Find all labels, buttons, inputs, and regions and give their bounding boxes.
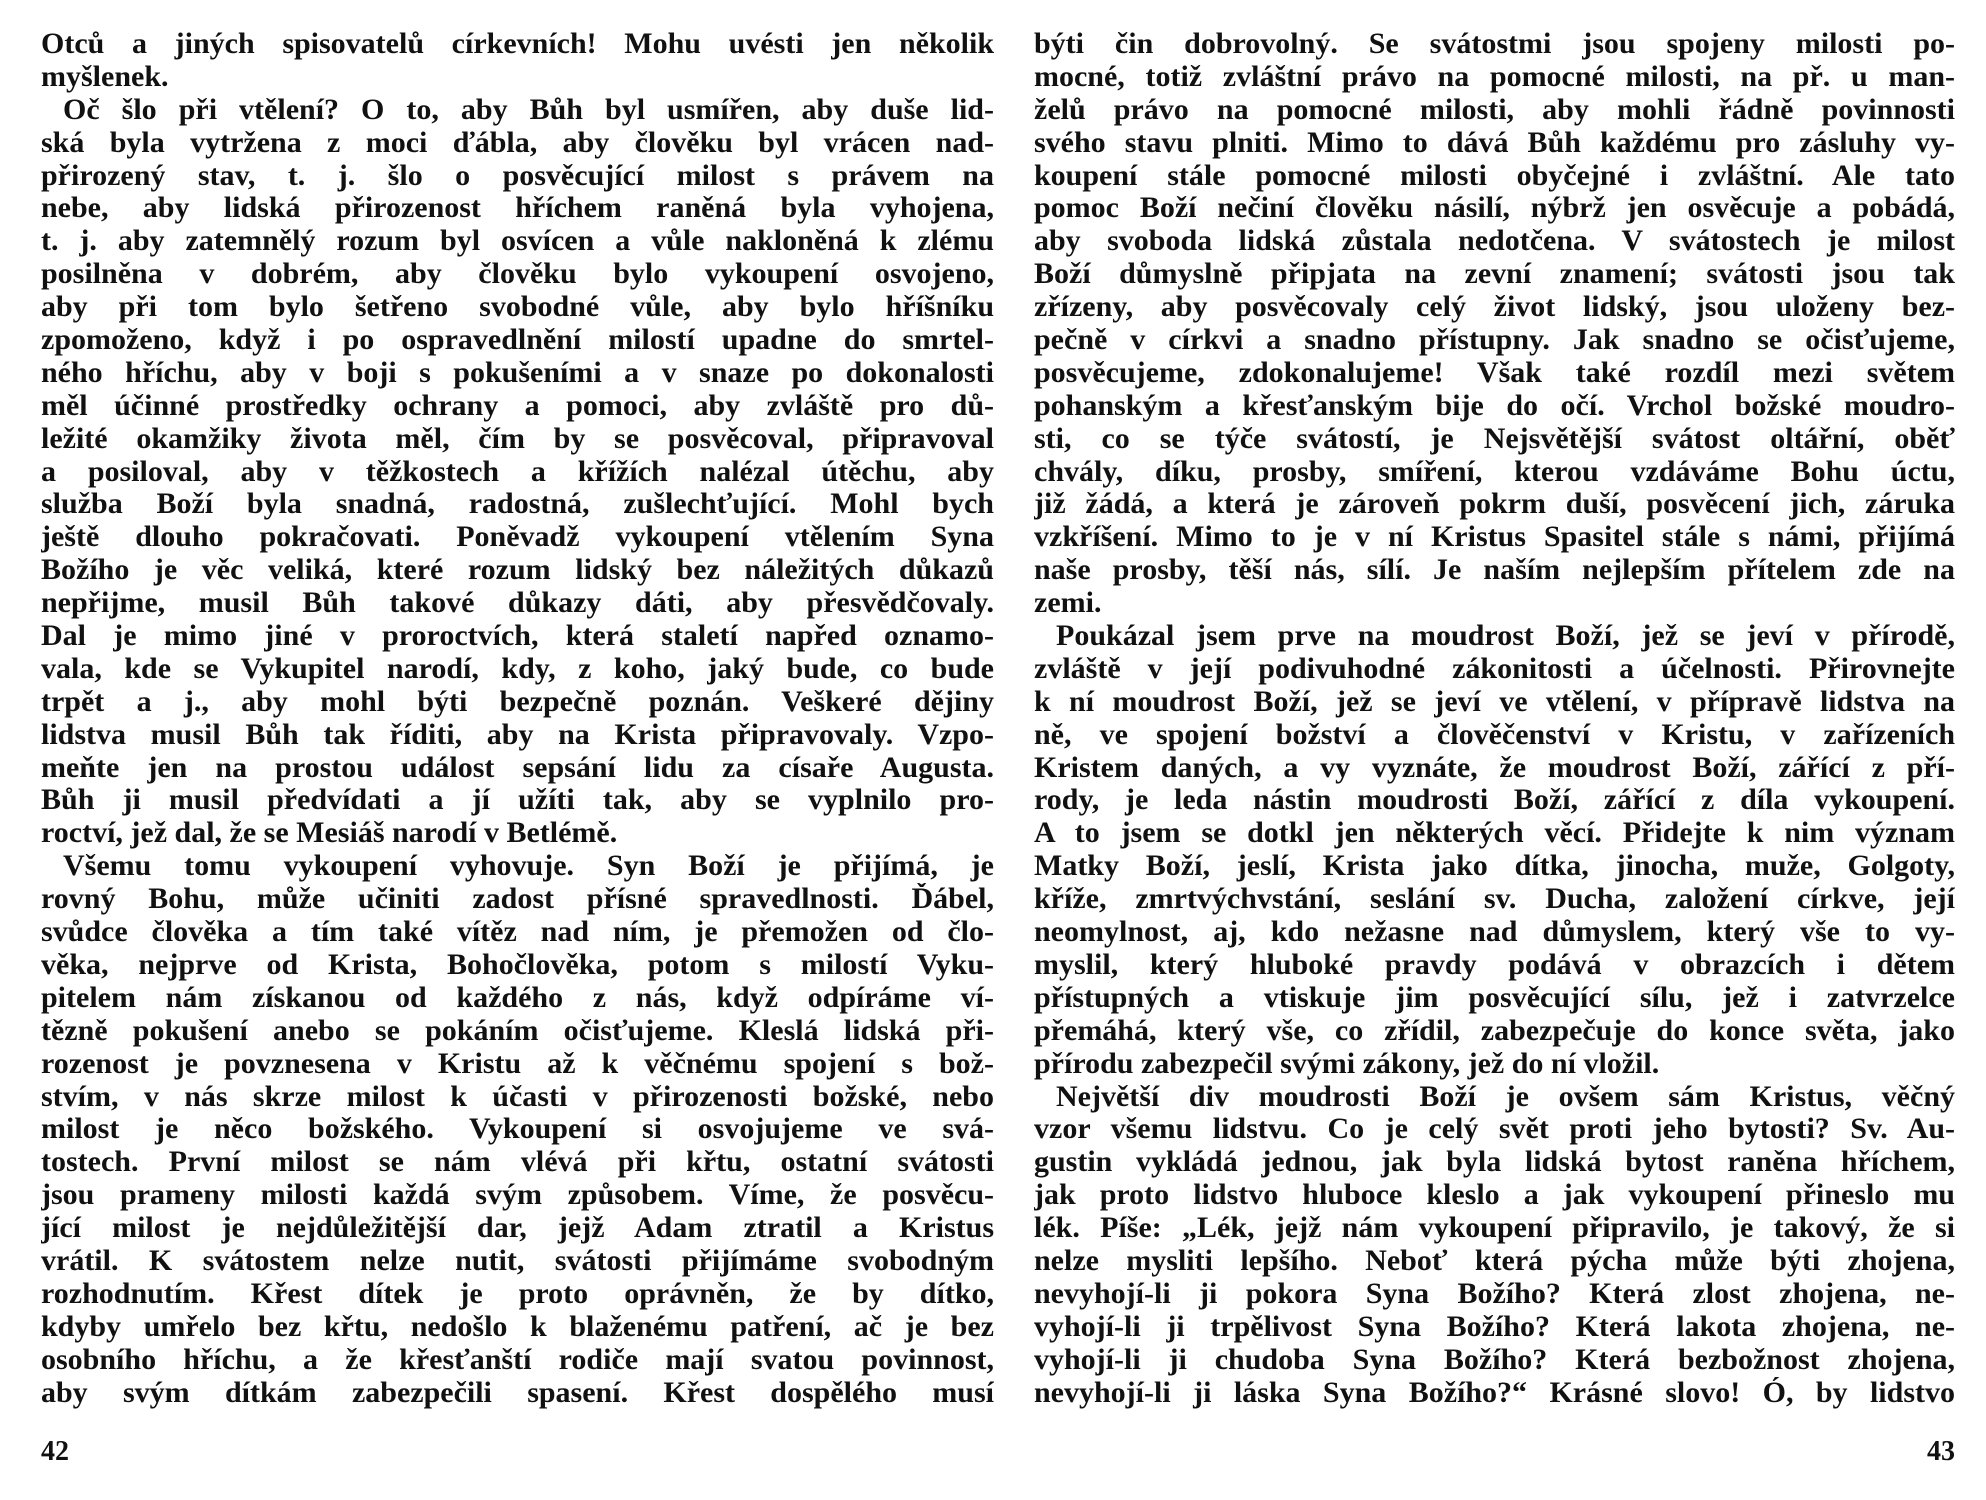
text-line: aby při tom bylo šetřeno svobodné vůle, aby bylo hříšníku xyxy=(41,291,994,324)
text-line: Poukázal jsem prve na moudrost Boží, jež se jeví v přírodě, xyxy=(1056,620,1955,653)
text-line: jsou prameny milosti každá svým způsobem. Víme, že posvěcu- xyxy=(41,1179,994,1212)
text-line: vyhojí-li ji trpělivost Syna Božího? Která lakota zhojena, ne- xyxy=(1034,1310,1955,1343)
text-line: nelze mysliti lepšího. Neboť která pýcha může býti zhojena, xyxy=(1034,1244,1955,1277)
right-page-text xyxy=(1034,28,1955,1409)
text-line: A to jsem se dotkl jen některých věcí. Přidejte k nim význam xyxy=(1034,817,1955,850)
text-line: Božího je věc veliká, které rozum lidský bez náležitých důkazů xyxy=(41,554,994,587)
text-line: svého stavu plniti. Mimo to dává Bůh každému pro zásluhy vy- xyxy=(1034,126,1955,159)
text-line: zvláště v její podivuhodné zákonitosti a účelnosti. Přirovnejte xyxy=(1034,652,1955,685)
text-line: ská byla vytržena z moci ďábla, aby člověku byl vrácen nad- xyxy=(41,126,994,159)
text-line: želů právo na pomocné milosti, aby mohli řádně povinnosti xyxy=(1034,93,1955,126)
text-line: vrátil. K svátostem nelze nutit, svátosti přijímáme svobodným xyxy=(41,1244,994,1277)
text-line: již žádá, a která je zároveň pokrm duší, posvěcení jich, záruka xyxy=(1034,488,1955,521)
text-line: vala, kde se Vykupitel narodí, kdy, z koho, jaký bude, co bude xyxy=(41,652,994,685)
text-line: pečně v církvi a snadno přístupny. Jak snadno se očisťujeme, xyxy=(1034,324,1955,357)
text-line: Bůh ji musil předvídati a jí užíti tak, aby se vyplnilo pro- xyxy=(41,784,994,817)
text-line: aby svoboda lidská zůstala nedotčena. V svátostech je milost xyxy=(1034,225,1955,258)
text-line: svůdce člověka a tím také vítěz nad ním, je přemožen od člo- xyxy=(41,916,994,949)
text-line: t. j. aby zatemnělý rozum byl osvícen a vůle nakloněná k zlému xyxy=(41,225,994,258)
text-line: jak proto lidstvo hluboce kleslo a jak vykoupení přineslo mu xyxy=(1034,1179,1955,1212)
text-line: posilněna v dobrém, aby člověku bylo vykoupení osvojeno, xyxy=(41,258,994,291)
text-line: Oč šlo při vtělení? O to, aby Bůh byl usmířen, aby duše lid- xyxy=(63,93,994,126)
text-line: rozhodnutím. Křest dítek je proto oprávněn, že by dítko, xyxy=(41,1277,994,1310)
text-line: koupení stále pomocné milosti obyčejné i zvláštní. Ale tato xyxy=(1034,159,1955,192)
text-line: přístupných a vtiskuje jim posvěcující sílu, jež i zatvrzelce xyxy=(1034,981,1955,1014)
text-line: kdyby umřelo bez křtu, nedošlo k blaženému patření, ač je bez xyxy=(41,1310,994,1343)
text-line: Kristem daných, a vy vyznáte, že moudrost Boží, zářící z pří- xyxy=(1034,751,1955,784)
text-line: mocné, totiž zvláštní právo na pomocné milosti, na př. u man- xyxy=(1034,60,1955,93)
text-line: Boží důmyslně připjata na zevní znamení; svátosti jsou tak xyxy=(1034,258,1955,291)
text-line: vyhojí-li ji chudoba Syna Božího? Která bezbožnost zhojena, xyxy=(1034,1343,1955,1376)
text-line: Všemu tomu vykoupení vyhovuje. Syn Boží je přijímá, je xyxy=(63,850,994,883)
text-line: ně, ve spojení božství a člověčenství v Kristu, v zařízeních xyxy=(1034,718,1955,751)
text-line: kříže, zmrtvýchvstání, seslání sv. Ducha, založení církve, její xyxy=(1034,883,1955,916)
text-line: myslil, který hluboké pravdy podává v obrazcích i dětem xyxy=(1034,948,1955,981)
text-line: k ní moudrost Boží, jež se jeví ve vtělení, v přípravě lidstva na xyxy=(1034,685,1955,718)
text-line: pohanským a křesťanským bije do očí. Vrchol božské moudro- xyxy=(1034,389,1955,422)
text-line: zpomoženo, když i po ospravedlnění milostí upadne do smrtel- xyxy=(41,324,994,357)
text-line: Největší div moudrosti Boží je ovšem sám Kristus, věčný xyxy=(1056,1080,1955,1113)
text-line: posvěcujeme, zdokonalujeme! Však také rozdíl mezi světem xyxy=(1034,356,1955,389)
text-line: myšlenek. xyxy=(41,60,169,93)
text-line: nebe, aby lidská přirozenost hříchem raněná byla vyhojena, xyxy=(41,192,994,225)
text-line: vzkříšení. Mimo to je v ní Kristus Spasitel stále s námi, přijímá xyxy=(1034,521,1955,554)
text-line: milost je něco božského. Vykoupení si osvojujeme ve svá- xyxy=(41,1113,994,1146)
text-line: přirozený stav, t. j. šlo o posvěcující milost s právem na xyxy=(41,159,994,192)
text-line: věka, nejprve od Krista, Bohočlověka, potom s milostí Vyku- xyxy=(41,948,994,981)
text-line: nepřijme, musil Bůh takové důkazy dáti, aby přesvědčovaly. xyxy=(41,587,994,620)
text-line: sti, co se týče svátostí, je Nejsvětější svátost oltářní, oběť xyxy=(1034,422,1955,455)
text-line: Matky Boží, jeslí, Krista jako dítka, jinocha, muže, Golgoty, xyxy=(1034,850,1955,883)
text-line: nevyhojí-li ji láska Syna Božího?“ Krásné slovo! Ó, by lidstvo xyxy=(1034,1376,1955,1409)
text-line: služba Boží byla snadná, radostná, zušlechťující. Mohl bych xyxy=(41,488,994,521)
text-line: tostech. První milost se nám vlévá při křtu, ostatní svátosti xyxy=(41,1146,994,1179)
text-line: rovný Bohu, může učiniti zadost přísné spravedlnosti. Ďábel, xyxy=(41,883,994,916)
text-line: ného hříchu, aby v boji s pokušeními a v snaze po dokonalosti xyxy=(41,356,994,389)
page-number-left: 42 xyxy=(41,1436,69,1467)
text-line: vzor všemu lidstvu. Co je celý svět proti jeho bytosti? Sv. Au- xyxy=(1034,1113,1955,1146)
text-line: Otců a jiných spisovatelů církevních! Mohu uvésti jen několik xyxy=(41,28,994,60)
text-line: tězně pokušení anebo se pokáním očisťujeme. Kleslá lidská při- xyxy=(41,1014,994,1047)
text-line: naše prosby, těší nás, sílí. Je naším nejlepším přítelem zde na xyxy=(1034,554,1955,587)
page-number-right: 43 xyxy=(1927,1436,1955,1467)
text-line: rody, je leda nástin moudrosti Boží, zářící z díla vykoupení. xyxy=(1034,784,1955,817)
text-line: zřízeny, aby posvěcovaly celý život lidský, jsou uloženy bez- xyxy=(1034,291,1955,324)
text-line: aby svým dítkám zabezpečili spasení. Křest dospělého musí xyxy=(41,1376,994,1409)
text-line: lék. Píše: „Lék, jejž nám vykoupení připravilo, je takový, že si xyxy=(1034,1212,1955,1245)
text-line: přemáhá, který vše, co zřídil, zabezpečuje do konce světa, jako xyxy=(1034,1014,1955,1047)
text-line: lidstva musil Bůh tak říditi, aby na Krista připravovaly. Vzpo- xyxy=(41,718,994,751)
text-line: ležité okamžiky života měl, čím by se posvěcoval, připravoval xyxy=(41,422,994,455)
text-line: přírodu zabezpečil svými zákony, jež do ní vložil. xyxy=(1034,1047,1660,1080)
text-line: neomylnost, aj, kdo nežasne nad důmyslem, který vše to vy- xyxy=(1034,916,1955,949)
text-line: meňte jen na prostou událost sepsání lidu za císaře Augusta. xyxy=(41,751,994,784)
text-line: a posiloval, aby v těžkostech a křížích nalézal útěchu, aby xyxy=(41,455,994,488)
text-line: měl účinné prostředky ochrany a pomoci, aby zvláště pro dů- xyxy=(41,389,994,422)
text-line: býti čin dobrovolný. Se svátostmi jsou spojeny milosti po- xyxy=(1034,28,1955,60)
text-line: pomoc Boží nečiní člověku násilí, nýbrž jen osvěcuje a pobádá, xyxy=(1034,192,1955,225)
text-line: chvály, díku, prosby, smíření, kterou vzdáváme Bohu úctu, xyxy=(1034,455,1955,488)
text-line: stvím, v nás skrze milost k účasti v přirozenosti božské, nebo xyxy=(41,1080,994,1113)
text-line: nevyhojí-li ji pokora Syna Božího? Která zlost zhojena, ne- xyxy=(1034,1277,1955,1310)
text-line: jící milost je nejdůležitější dar, jejž Adam ztratil a Kristus xyxy=(41,1212,994,1245)
text-line: pitelem nám získanou od každého z nás, když odpíráme ví- xyxy=(41,981,994,1014)
text-line: zemi. xyxy=(1034,587,1102,620)
text-line: gustin vykládá jednou, jak byla lidská bytost raněna hříchem, xyxy=(1034,1146,1955,1179)
text-line: ještě dlouho pokračovati. Poněvadž vykoupení vtělením Syna xyxy=(41,521,994,554)
text-line: osobního hříchu, a že křesťanští rodiče mají svatou povinnost, xyxy=(41,1343,994,1376)
left-page-text xyxy=(41,28,994,1409)
text-line: rozenost je povznesena v Kristu až k věčnému spojení s bož- xyxy=(41,1047,994,1080)
text-line: Dal je mimo jiné v proroctvích, která staletí napřed oznamo- xyxy=(41,620,994,653)
text-line: roctví, jež dal, že se Mesiáš narodí v Betlémě. xyxy=(41,817,618,850)
text-line: trpět a j., aby mohl býti bezpečně poznán. Veškeré dějiny xyxy=(41,685,994,718)
